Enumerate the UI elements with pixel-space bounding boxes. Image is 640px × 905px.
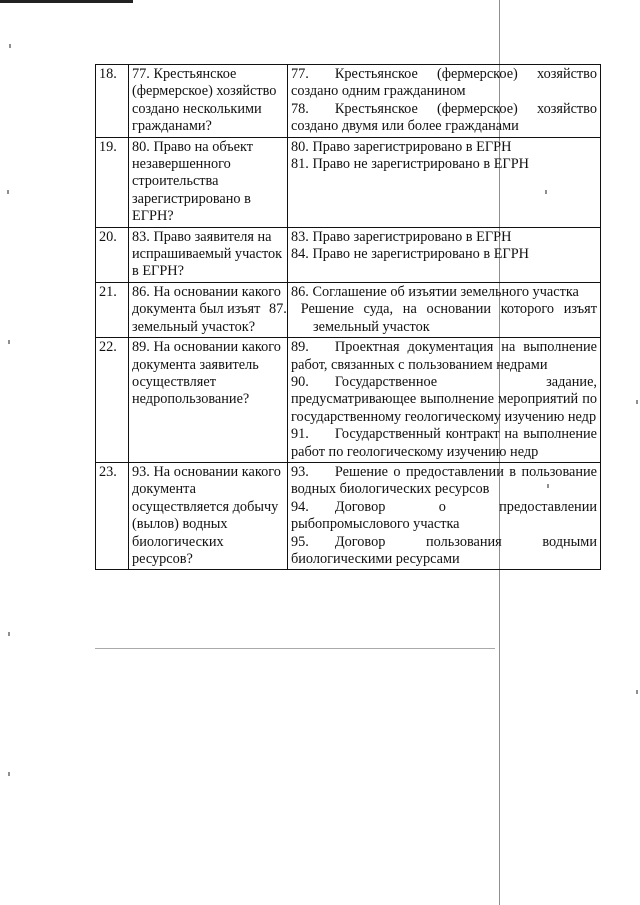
row-number: 19. [96, 137, 129, 227]
answer-option [291, 426, 597, 461]
answer-option [291, 139, 597, 156]
answer-text: Договор пользования водными биологическими ресурсами [291, 533, 597, 567]
answer-number: 77. [291, 66, 309, 82]
answer-option [291, 464, 597, 499]
answer-text: Государственный контракт на выполнение работ по геологическому изучению недр [291, 426, 597, 460]
answer-number: 91. [291, 426, 309, 443]
answer-number: 80. [291, 138, 309, 155]
answer-text: Проектная документация на выполнение работ, связанных с пользованием недрами [291, 339, 597, 373]
answer-option [291, 374, 597, 426]
table-row [96, 462, 601, 569]
answer-text: Крестьянское (фермерское) хозяйство создано одним гражданином [291, 66, 597, 100]
question-cell [129, 137, 288, 227]
scan-speck [8, 632, 10, 636]
question-cell [129, 462, 288, 569]
question-text: 83. Право заявителя на испрашиваемый участок в ЕГРН? [132, 228, 283, 280]
answer-option [291, 101, 597, 136]
table-row [96, 65, 601, 138]
scan-speck [8, 340, 10, 344]
scan-speck [636, 690, 638, 694]
answer-number: 89. [291, 339, 309, 356]
row-number: 22. [96, 338, 129, 463]
answers-cell [288, 65, 601, 138]
answer-text: Соглашение об изъятии земельного участка [312, 283, 579, 300]
answer-number: 94. [291, 498, 309, 515]
answer-option [291, 339, 597, 374]
table-row [96, 137, 601, 227]
answer-text: Право зарегистрировано в ЕГРН [312, 228, 512, 245]
answer-text: Решение суда, на основании которого изъят земельный участок [300, 301, 598, 335]
answer-option [291, 229, 597, 246]
row-number: 18. [96, 65, 129, 138]
table-row [96, 338, 601, 463]
table-row [96, 282, 601, 337]
answer-text: Крестьянское (фермерское) хозяйство создано двумя или более гражданами [291, 100, 597, 135]
answer-number: 83. [291, 228, 309, 245]
answer-option [291, 66, 597, 101]
scan-speck [7, 190, 9, 194]
scan-artifact-rule [95, 648, 495, 649]
question-text: 93. На основании какого документа осуществляется добычу (вылов) водных биологических ресурсов? [132, 463, 281, 567]
answer-option [291, 534, 597, 569]
answer-option: 87. Решение суда, на основании которого изъят земельный участок [269, 301, 598, 335]
answer-option [291, 284, 597, 301]
answers-cell [288, 137, 601, 227]
row-number: 20. [96, 227, 129, 282]
question-cell [129, 338, 288, 463]
answer-number: 93. [291, 463, 309, 480]
answer-option [291, 156, 597, 173]
answer-text: Право не зарегистрировано в ЕГРН [312, 246, 529, 263]
table-row [96, 227, 601, 282]
answer-option [291, 246, 597, 263]
answer-number: 95. [291, 533, 309, 550]
answers-cell [288, 227, 601, 282]
answers-cell [288, 462, 601, 569]
question-text: 86. На основании какого документа был изъят земельный участок? [132, 283, 281, 335]
answer-number: 81. [291, 156, 309, 173]
answer-text: Договор о предоставлении рыбопромыслового участка [291, 498, 597, 533]
question-text: 80. Право на объект незавершенного строительства зарегистрировано в ЕГРН? [132, 138, 254, 225]
answers-cell [269, 282, 601, 337]
answer-option [291, 499, 597, 534]
questions-table-body [96, 65, 601, 570]
answer-number: 84. [291, 246, 309, 263]
question-cell [129, 227, 288, 282]
answer-number: 78. [291, 100, 309, 117]
question-text: 77. Крестьянское (фермерское) хозяйство создано несколькими гражданами? [132, 66, 277, 135]
answer-number: 86. [291, 283, 309, 300]
question-cell [129, 282, 288, 337]
scan-speck [8, 772, 10, 776]
answers-cell [288, 338, 601, 463]
scan-speck [9, 44, 11, 48]
answer-text: Право не зарегистрировано в ЕГРН [312, 156, 529, 173]
question-text: 89. На основании какого документа заявитель осуществляет недропользование? [132, 339, 281, 408]
answer-number: 90. [291, 373, 309, 390]
row-number: 21. [96, 282, 129, 337]
answer-text: Решение о предоставлении в пользование водных биологических ресурсов [291, 463, 597, 498]
scan-speck [636, 400, 638, 404]
answer-text: Право зарегистрировано в ЕГРН [312, 138, 512, 155]
header-rule [0, 0, 133, 3]
questions-table [95, 64, 601, 570]
question-cell [129, 65, 288, 138]
answer-text: Государственное задание, предусматривающее выполнение мероприятий по государственному геологическому изучению недр [291, 373, 597, 425]
row-number: 23. [96, 462, 129, 569]
